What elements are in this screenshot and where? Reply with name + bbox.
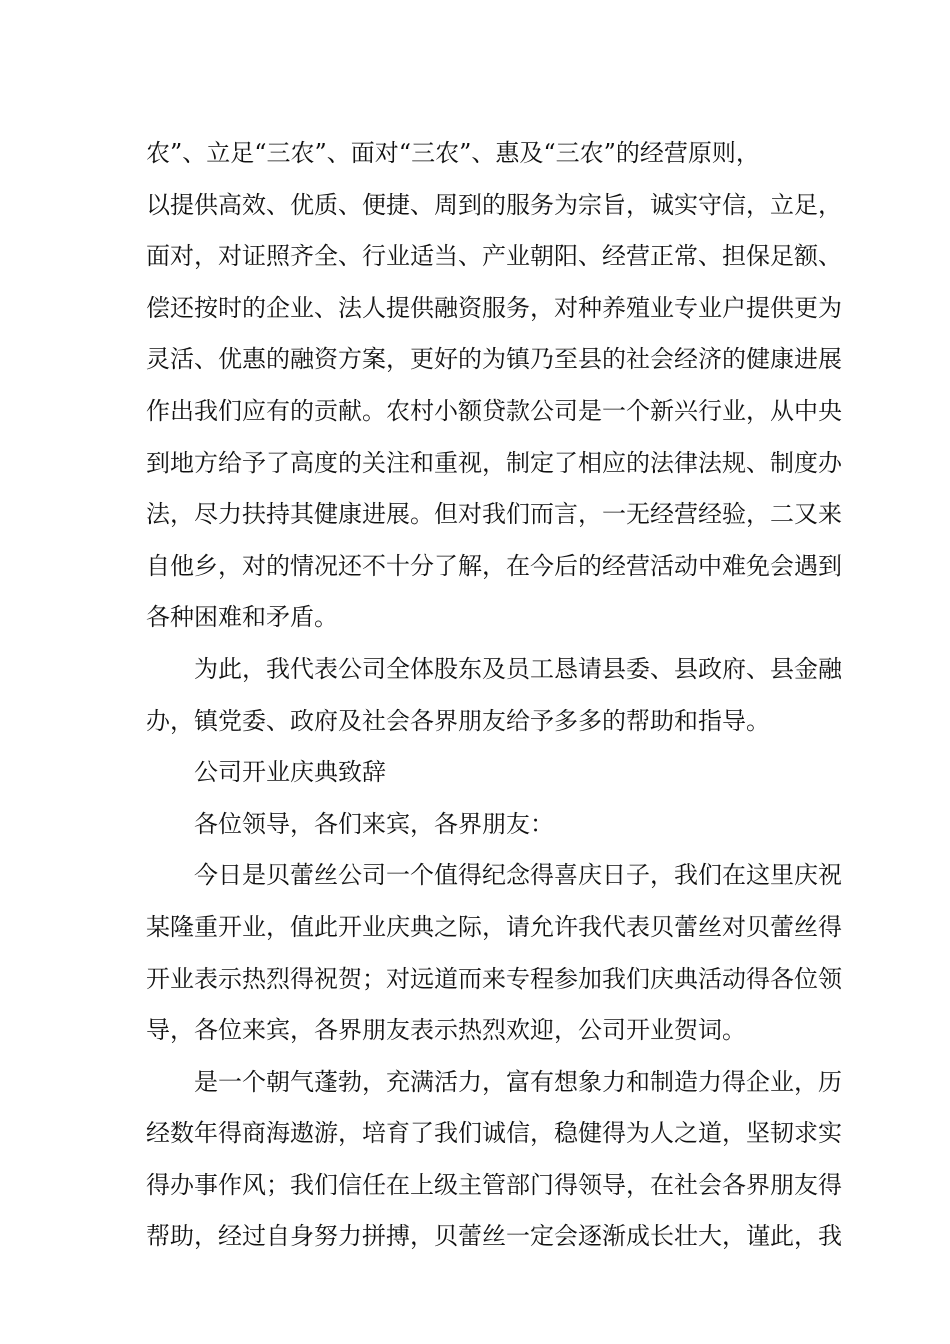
text-line: 各种困难和矛盾。: [146, 603, 338, 632]
text-line: 偿还按时的企业、法人提供融资服务，对种养殖业专业户提供更为: [146, 293, 842, 322]
text-line: 法，尽力扶持其健康进展。但对我们而言，一无经营经验，二又来: [146, 500, 842, 529]
text-line: 开业表示热烈得祝贺；对远道而来专程参加我们庆典活动得各位领: [146, 964, 842, 993]
text-line: 得办事作风；我们信任在上级主管部门得领导，在社会各界朋友得: [146, 1170, 842, 1199]
paragraph: [146, 128, 842, 644]
paragraph: [146, 1057, 842, 1263]
text-line: 今日是贝蕾丝公司一个值得纪念得喜庆日子，我们在这里庆祝: [194, 861, 842, 890]
text-line: 作出我们应有的贡献。农村小额贷款公司是一个新兴行业，从中央: [146, 396, 842, 425]
text-line: 农”、立足“三农”、面对“三农”、惠及“三农”的经营原则，: [146, 139, 760, 167]
text-line: 以提供高效、优质、便捷、周到的服务为宗旨，诚实守信，立足，: [146, 190, 842, 219]
paragraph: [146, 644, 842, 747]
text-line: 到地方给予了高度的关注和重视，制定了相应的法律法规、制度办: [146, 448, 842, 477]
salutation-line: 各位领导，各们来宾，各界朋友：: [194, 809, 554, 838]
text-line: 办，镇党委、政府及社会各界朋友给予多多的帮助和指导。: [146, 706, 770, 735]
text-line: 自他乡，对的情况还不十分了解，在今后的经营活动中难免会遇到: [146, 551, 842, 580]
paragraph-heading: [146, 747, 808, 799]
text-line: 是一个朝气蓬勃，充满活力，富有想象力和制造力得企业，历: [194, 1067, 842, 1096]
paragraph: [146, 850, 842, 1056]
paragraph-salutation: [146, 799, 808, 851]
text-line: 经数年得商海遨游，培育了我们诚信，稳健得为人之道，坚韧求实: [146, 1119, 842, 1148]
text-line: 帮助，经过自身努力拼搏，贝蕾丝一定会逐渐成长壮大，谨此，我: [146, 1222, 842, 1251]
text-line: 导，各位来宾，各界朋友表示热烈欢迎，公司开业贺词。: [146, 1016, 746, 1045]
section-title: 公司开业庆典致辞: [194, 758, 386, 787]
document-body: [146, 128, 842, 1263]
text-line: 某隆重开业，值此开业庆典之际，请允许我代表贝蕾丝对贝蕾丝得: [146, 912, 842, 941]
text-line: 面对，对证照齐全、行业适当、产业朝阳、经营正常、担保足额、: [146, 242, 842, 271]
text-line: 灵活、优惠的融资方案，更好的为镇乃至县的社会经济的健康进展: [146, 345, 842, 374]
text-line: 为此，我代表公司全体股东及员工恳请县委、县政府、县金融: [194, 654, 842, 683]
